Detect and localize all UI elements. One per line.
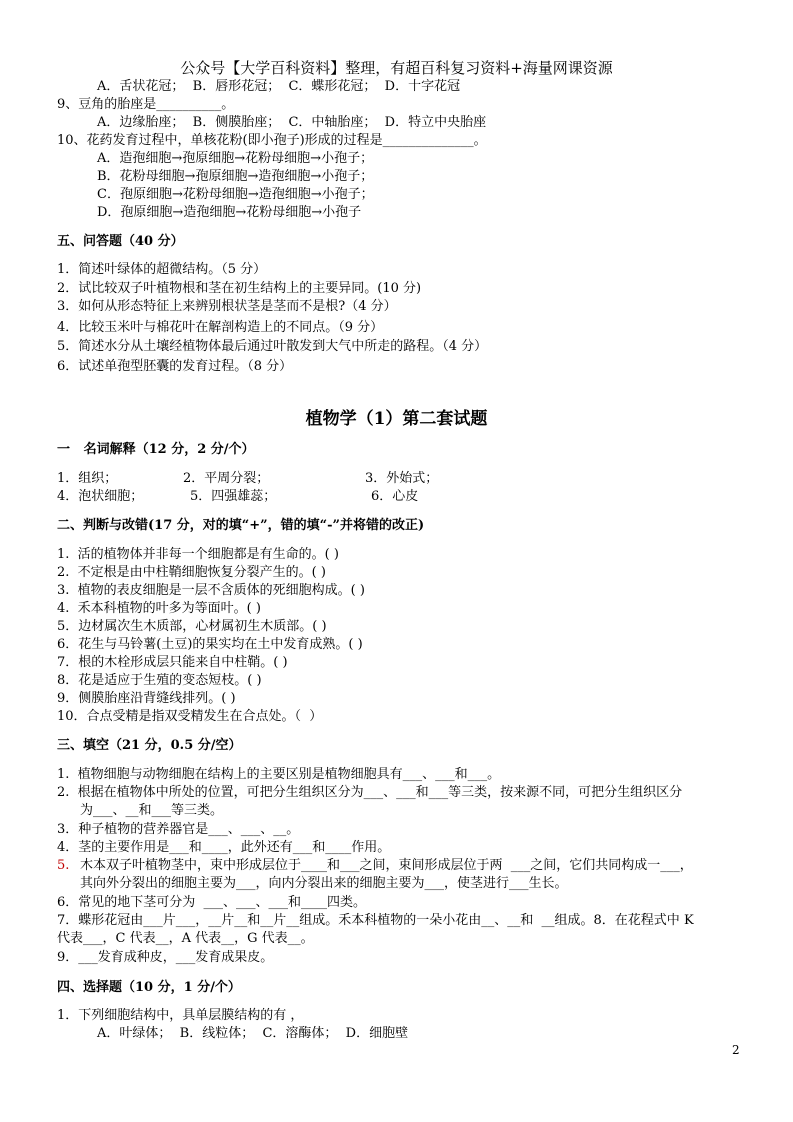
s1-heading: 一 名词解释（12 分，2 分/个） [57,442,255,457]
page-header: 公众号【大学百科资料】整理，有超百科复习资料+海量网课资源 [180,59,613,77]
fill-line: 其向外分裂出的细胞主要为___，向内分裂出来的细胞主要为___，使茎进行___生长。 [80,876,568,891]
judge-item: 7．根的木栓形成层只能来自中柱鞘。( ) [57,655,288,670]
fill-line: 9．___发育成种皮，___发育成果皮。 [57,950,274,965]
fill-line: 代表___，C 代表__，A 代表__，G 代表__。 [57,931,314,946]
q9: 9、豆角的胎座是__________。 [57,97,235,112]
s4-heading: 四、选择题（10 分，1 分/个） [57,980,241,995]
s3-heading: 三、填空（21 分，0.5 分/空） [57,738,242,753]
term: 5．四强雄蕊； [190,489,277,504]
q10-option: C．孢原细胞→花粉母细胞→造孢细胞→小孢子； [97,187,374,202]
fill-line: 4．茎的主要作用是___和____，此外还有___和____作用。 [57,840,391,855]
q10-option: B．花粉母细胞→孢原细胞→造孢细胞→小孢子； [97,169,374,184]
term: 2．平周分裂； [183,471,270,486]
judge-item: 3. 植物的表皮细胞是一层不含质体的死细胞构成。( ) [57,583,365,598]
judge-item: 1. 活的植物体并非每一个细胞都是有生命的。( ) [57,547,339,562]
judge-item: 6．花生与马铃薯(土豆)的果实均在土中发育成熟。( ) [57,637,363,652]
judge-item: 4. 禾本科植物的叶多为等面叶。( ) [57,601,261,616]
section5-heading: 五、问答题（40 分） [57,234,184,249]
q10: 10、花药发育过程中，单核花粉(即小孢子)形成的过程是______________。 [57,133,487,148]
fill-line: 2. 根据在植物体中所处的位置，可把分生组织区分为___、___和___等三类，按来源不同，可把分生组织区分 [57,785,683,800]
judge-item: 9．侧膜胎座沿背缝线排列。( ) [57,691,236,706]
term: 1．组织； [57,471,118,486]
fill-line: 1. 植物细胞与动物细胞在结构上的主要区别是植物细胞具有___、___和___。 [57,767,501,782]
judge-item: 2. 不定根是由中柱鞘细胞恢复分裂产生的。( ) [57,565,326,580]
essay-item: 6．试述单孢型胚囊的发育过程。（8 分） [57,359,293,374]
choice-options: A．叶绿体； B．线粒体； C．溶酶体； D．细胞壁 [97,1026,409,1041]
q10-option: D．孢原细胞→造孢细胞→花粉母细胞→小孢子 [97,205,362,220]
exam-title: 植物学（1）第二套试题 [305,409,488,429]
essay-item: 5．简述水分从土壤经植物体最后通过叶散发到大气中所走的路程。（4 分） [57,339,488,354]
term: 3．外始式； [365,471,439,486]
fill-line: 6．常见的地下茎可分为 ___、___、___和____四类。 [57,895,367,910]
choice-question: 1．下列细胞结构中，具单层膜结构的有 ， [57,1008,304,1023]
fill-line: 7．蝶形花冠由___片___，__片__和__片__组成。禾本科植物的一朵小花由__、__和 __组成。8．在花程式中 K [57,913,694,928]
q10-option: A．造孢细胞→孢原细胞→花粉母细胞→小孢子； [97,151,374,166]
q8-options: A．舌状花冠； B．唇形花冠； C．蝶形花冠； D．十字花冠 [97,79,461,94]
page-number: 2 [732,1043,740,1057]
s2-heading: 二、判断与改错(17 分，对的填“+”，错的填“-”并将错的改正) [57,518,425,533]
fill-line: 木本双子叶植物茎中，束中形成层位于____和___之间，束间形成层位于两 ___之间，它们共同构成一___， [80,858,693,873]
judge-item: 8．花是适应于生殖的变态短枝。( ) [57,673,262,688]
fill-line: 为___、__和___等三类。 [80,803,224,818]
fill-item-number: 5. [57,858,70,873]
q9-options: A．边缘胎座； B．侧膜胎座； C．中轴胎座； D．特立中央胎座 [97,115,487,130]
fill-line: 3．种子植物的营养器官是___、___、__。 [57,822,300,837]
essay-item: 4．比较玉米叶与棉花叶在解剖构造上的不同点。（9 分） [57,320,384,335]
term: 6．心皮 [371,489,419,504]
essay-item: 2．试比较双子叶植物根和茎在初生结构上的主要异同。(10 分) [57,281,422,296]
essay-item: 1．简述叶绿体的超微结构。（5 分） [57,262,267,277]
essay-item: 3．如何从形态特征上来辨别根状茎是茎而不是根?（4 分） [57,299,397,314]
judge-item: 10．合点受精是指双受精发生在合点处。（ ） [57,709,323,724]
judge-item: 5．边材属次生木质部，心材属初生木质部。( ) [57,619,327,634]
term: 4．泡状细胞； [57,489,144,504]
